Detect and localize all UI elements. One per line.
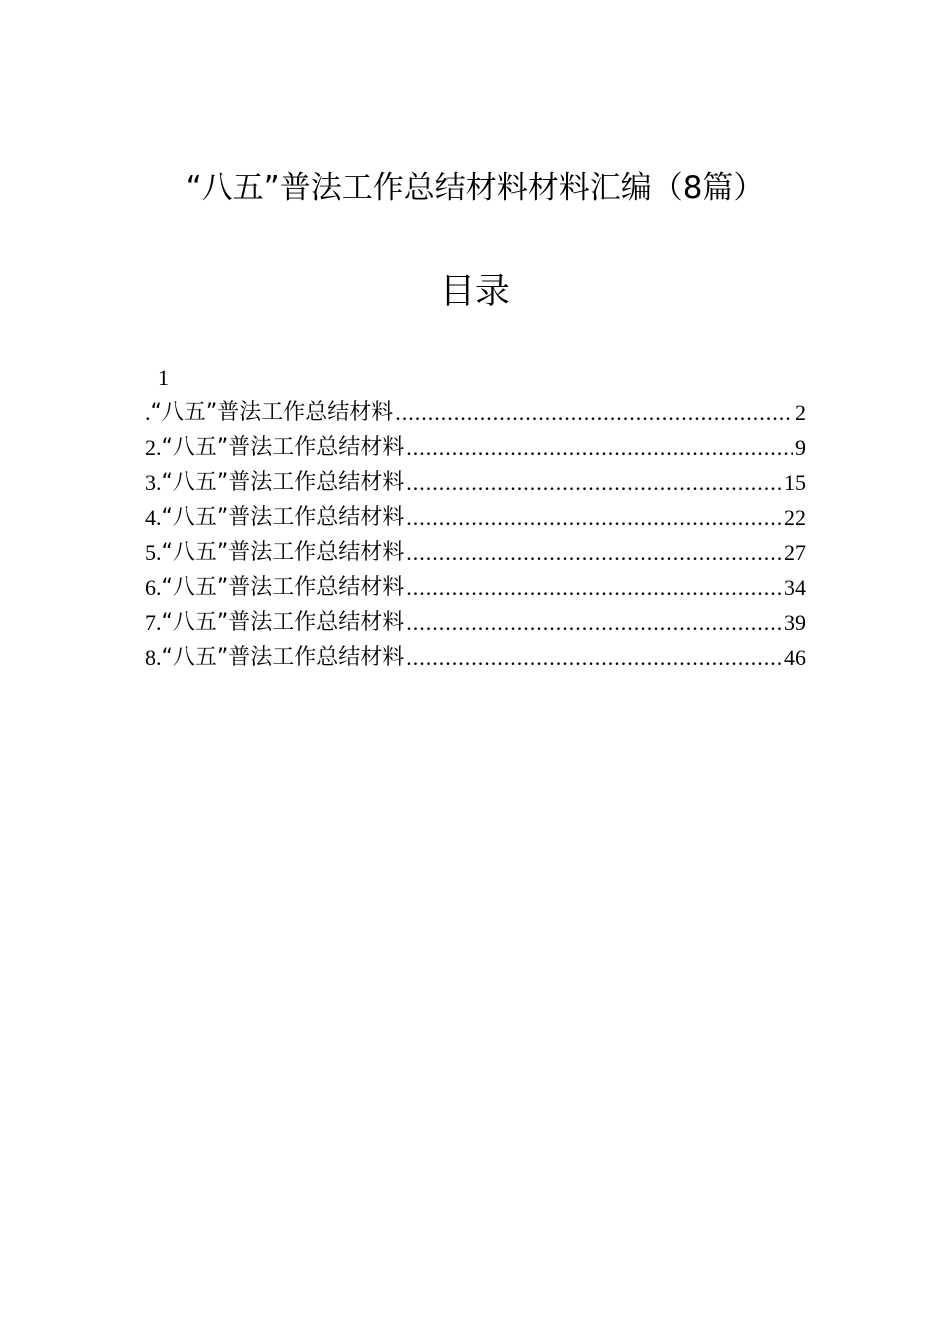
toc-entry[interactable] (145, 605, 806, 640)
toc-entry-number: 8. (145, 645, 162, 670)
document-title: “八五”普法工作总结材料材料汇编（8篇） (185, 170, 765, 206)
toc-entry[interactable] (145, 395, 806, 430)
toc-leader-dots (395, 395, 793, 430)
toc-entry-number: 3. (145, 470, 162, 495)
toc-entry[interactable] (145, 500, 806, 535)
toc-leader-dots (406, 640, 782, 675)
toc-leader-dots (406, 570, 782, 605)
toc-leader-dots (406, 605, 782, 640)
toc-entry-page: 39 (784, 610, 806, 635)
toc-entry-title: “八五”普法工作总结材料 (161, 645, 405, 670)
toc-first-entry-number: 1 (158, 365, 169, 390)
toc-entry-number: 6. (145, 575, 162, 600)
toc-entry-page: 46 (784, 645, 806, 670)
toc-leader-dots (406, 500, 782, 535)
toc-entry[interactable] (145, 430, 806, 465)
toc-entry[interactable] (145, 570, 806, 605)
toc-entry-number: . (145, 400, 151, 425)
toc-entry-page: 34 (784, 575, 806, 600)
toc-entry-title: “八五”普法工作总结材料 (161, 540, 405, 565)
toc-heading: 目录 (439, 272, 510, 312)
toc-entry-title: “八五”普法工作总结材料 (161, 505, 405, 530)
toc-leader-dots (406, 430, 793, 465)
toc-leader-dots (406, 465, 782, 500)
toc-entry[interactable] (145, 535, 806, 570)
toc-entry-title: “八五”普法工作总结材料 (161, 435, 405, 460)
toc-entry-title: “八五”普法工作总结材料 (150, 400, 394, 425)
toc-entry-page: 2 (795, 400, 806, 425)
table-of-contents (145, 395, 806, 675)
toc-entry-number: 7. (145, 610, 162, 635)
toc-entry-number: 4. (145, 505, 162, 530)
toc-leader-dots (406, 535, 782, 570)
toc-entry-title: “八五”普法工作总结材料 (161, 610, 405, 635)
toc-entry-number: 2. (145, 435, 162, 460)
toc-entry[interactable] (145, 465, 806, 500)
toc-entry-page: 9 (795, 435, 806, 460)
toc-entry-title: “八五”普法工作总结材料 (161, 575, 405, 600)
toc-entry-number: 5. (145, 540, 162, 565)
toc-entry-title: “八五”普法工作总结材料 (161, 470, 405, 495)
toc-entry-page: 27 (784, 540, 806, 565)
toc-entry[interactable] (145, 640, 806, 675)
toc-entry-page: 22 (784, 505, 806, 530)
toc-entry-page: 15 (784, 470, 806, 495)
